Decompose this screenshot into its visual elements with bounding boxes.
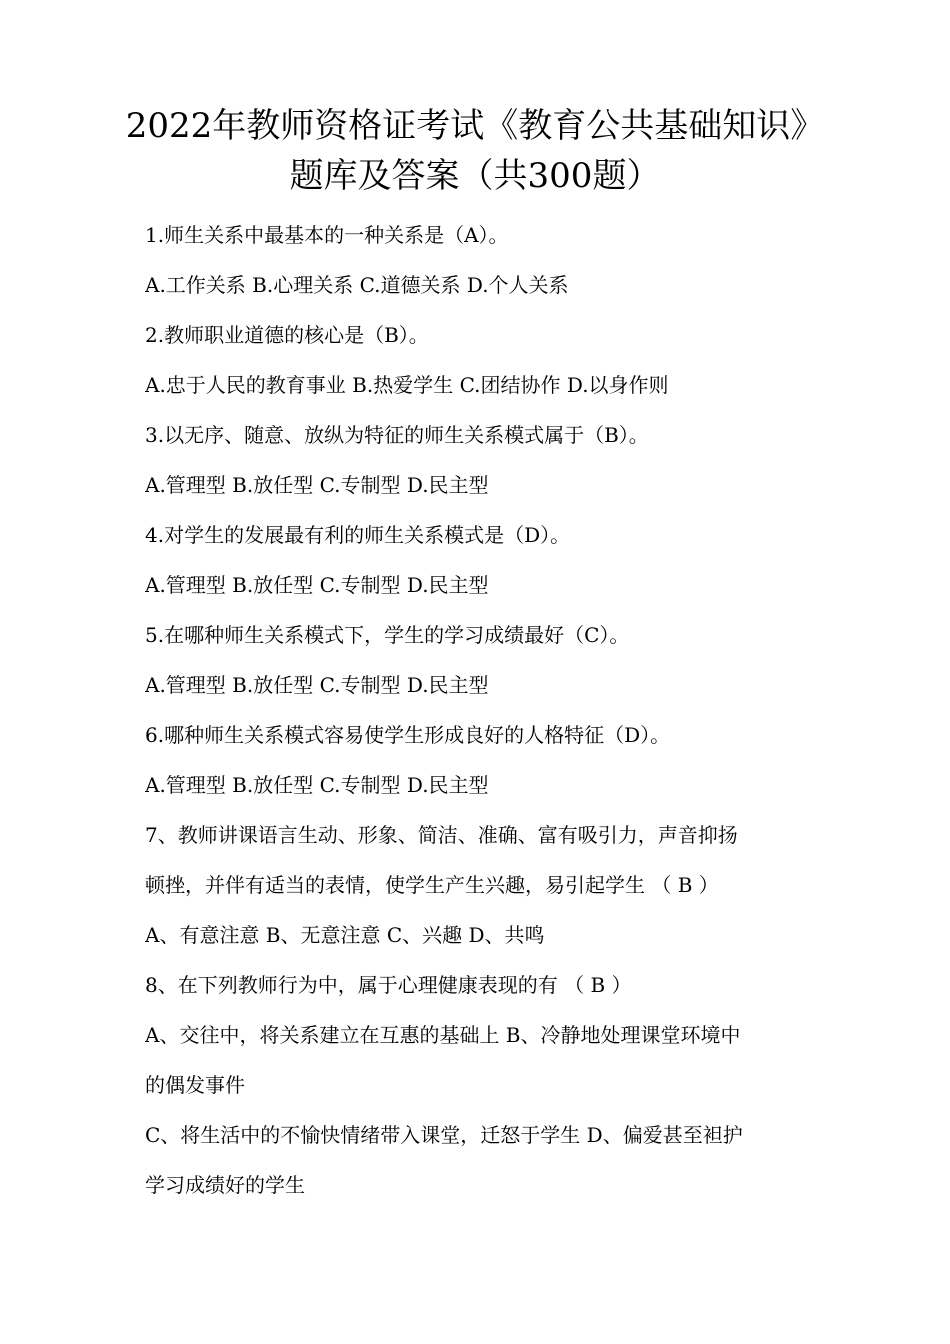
question-7-line-1: 7、教师讲课语言生动、形象、简洁、准确、富有吸引力，声音抑扬 xyxy=(145,823,738,847)
question-4: 4.对学生的发展最有利的师生关系模式是（D）。 xyxy=(145,523,571,547)
question-1: 1.师生关系中最基本的一种关系是（A）。 xyxy=(145,223,509,247)
question-7-line-2: 顿挫，并伴有适当的表情，使学生产生兴趣，易引起学生 （ B ） xyxy=(145,873,719,897)
question-8: 8、在下列教师行为中，属于心理健康表现的有 （ B ） xyxy=(145,973,632,997)
question-8-options-line-4: 学习成绩好的学生 xyxy=(145,1173,305,1197)
question-8-options-line-3: C、将生活中的不愉快情绪带入课堂，迁怒于学生 D、偏爱甚至袒护 xyxy=(145,1123,743,1147)
question-4-options: A.管理型 B.放任型 C.专制型 D.民主型 xyxy=(145,573,489,597)
question-6-options: A.管理型 B.放任型 C.专制型 D.民主型 xyxy=(145,773,489,797)
question-8-options-line-1: A、交往中，将关系建立在互惠的基础上 B、冷静地处理课堂环境中 xyxy=(145,1023,741,1047)
question-1-options: A.工作关系 B.心理关系 C.道德关系 D.个人关系 xyxy=(145,273,569,297)
question-8-options-line-2: 的偶发事件 xyxy=(145,1073,245,1097)
document-title-line-2: 题库及答案（共300题） xyxy=(289,156,661,196)
question-3-options: A.管理型 B.放任型 C.专制型 D.民主型 xyxy=(145,473,489,497)
question-2: 2.教师职业道德的核心是（B）。 xyxy=(145,323,429,347)
document-body xyxy=(145,217,815,1217)
question-2-options: A.忠于人民的教育事业 B.热爱学生 C.团结协作 D.以身作则 xyxy=(145,373,669,397)
document-title-line-1: 2022年教师资格证考试《教育公共基础知识》 xyxy=(125,106,825,146)
question-3: 3.以无序、随意、放纵为特征的师生关系模式属于（B）。 xyxy=(145,423,649,447)
question-5-options: A.管理型 B.放任型 C.专制型 D.民主型 xyxy=(145,673,489,697)
question-7-options: A、有意注意 B、无意注意 C、兴趣 D、共鸣 xyxy=(145,923,545,947)
question-6: 6.哪种师生关系模式容易使学生形成良好的人格特征（D）。 xyxy=(145,723,671,747)
question-5: 5.在哪种师生关系模式下，学生的学习成绩最好（C）。 xyxy=(145,623,630,647)
